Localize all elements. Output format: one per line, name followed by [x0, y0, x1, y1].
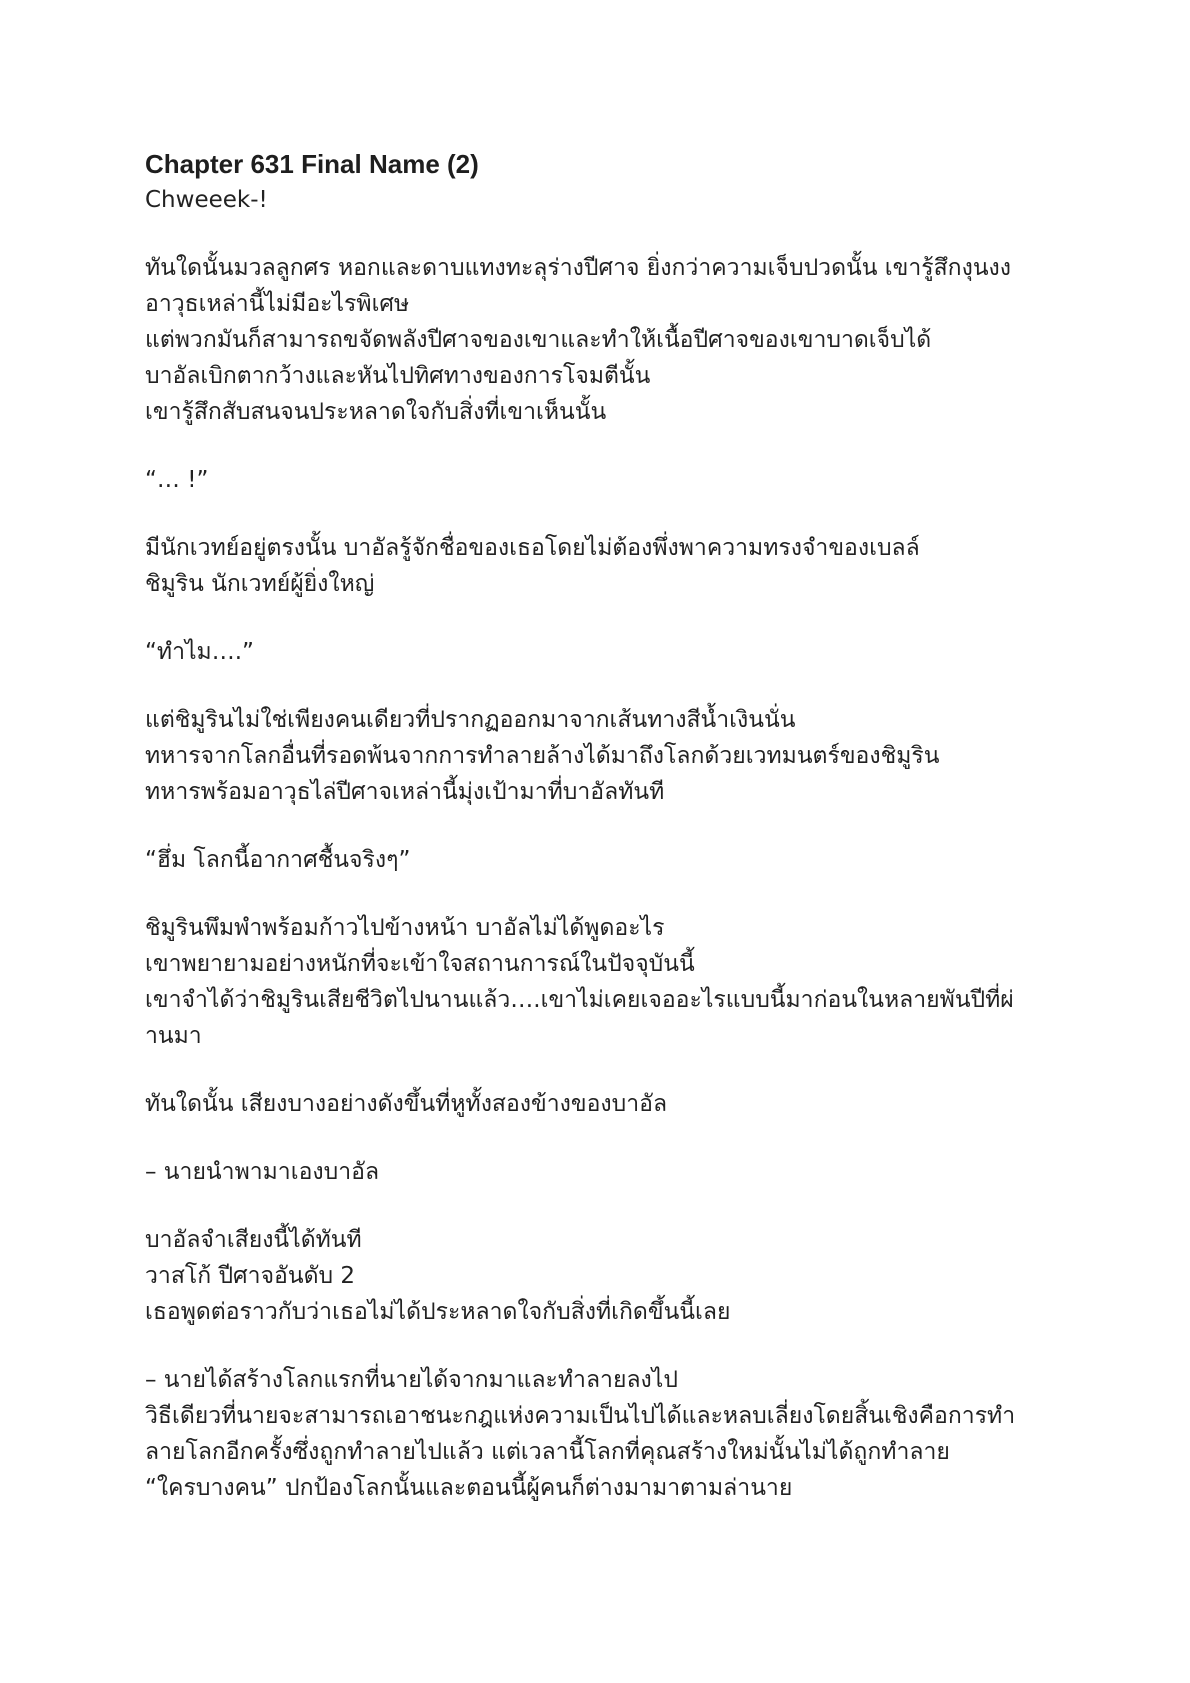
text-line: – นายได้สร้างโลกแรกที่นายได้จากมาและทำลายลงไป	[145, 1367, 678, 1393]
text-line: “ฮึ่ม โลกนี้อากาศชื้นจริงๆ”	[145, 847, 411, 873]
chapter-title: Chapter 631 Final Name (2)	[145, 149, 479, 179]
paragraph	[145, 1154, 1055, 1190]
text-line: “ทำไม….”	[145, 639, 254, 665]
text-line: วาสโก้ ปีศาจอันดับ 2	[145, 1263, 356, 1289]
document-body	[145, 182, 1055, 1506]
paragraph	[145, 842, 1055, 878]
text-line: แต่ชิมูรินไม่ใช่เพียงคนเดียวที่ปรากฏออกมาจากเส้นทางสีน้ำเงินนั่น	[145, 707, 796, 733]
paragraph	[145, 634, 1055, 670]
text-line: านมา	[145, 1023, 202, 1049]
paragraph	[145, 1222, 1055, 1330]
text-line: “ใครบางคน” ปกป้องโลกนั้นและตอนนี้ผู้คนก็ต่างมามาตามล่านาย	[145, 1475, 793, 1501]
paragraph-gap	[145, 670, 1055, 702]
text-line: อาวุธเหล่านี้ไม่มีอะไรพิเศษ	[145, 291, 410, 317]
paragraph-gap	[145, 1054, 1055, 1086]
text-line: บาอัลจำเสียงนี้ได้ทันที	[145, 1227, 362, 1253]
text-line: ทหารจากโลกอื่นที่รอดพ้นจากการทำลายล้างได้มาถึงโลกด้วยเวทมนตร์ของชิมูริน	[145, 743, 940, 769]
paragraph	[145, 530, 1055, 602]
document-page	[145, 146, 1055, 1506]
text-line: วิธีเดียวที่นายจะสามารถเอาชนะกฎแห่งความเป็นไปได้และหลบเลี่ยงโดยสิ้นเชิงคือการทำ	[145, 1403, 1016, 1429]
text-line: เขาจำได้ว่าชิมูรินเสียชีวิตไปนานแล้ว….เขาไม่เคยเจออะไรแบบนี้มาก่อนในหลายพันปีที่ผ่	[145, 987, 1014, 1013]
text-line: – นายนำพามาเองบาอัล	[145, 1159, 380, 1185]
paragraph-gap	[145, 878, 1055, 910]
text-line: ชิมูริน นักเวทย์ผู้ยิ่งใหญ่	[145, 571, 375, 597]
text-line: เขารู้สึกสับสนจนประหลาดใจกับสิ่งที่เขาเห็นนั้น	[145, 399, 607, 425]
text-line: ทันใดนั้นมวลลูกศร หอกและดาบแทงทะลุร่างปีศาจ ยิ่งกว่าความเจ็บปวดนั้น เขารู้สึกงุนงง	[145, 255, 1012, 281]
paragraph-gap	[145, 430, 1055, 462]
text-line: Chweeek-!	[145, 187, 268, 213]
text-line: ทันใดนั้น เสียงบางอย่างดังขึ้นที่หูทั้งสองข้างของบาอัล	[145, 1091, 668, 1117]
paragraph	[145, 1086, 1055, 1122]
text-line: แต่พวกมันก็สามารถขจัดพลังปีศาจของเขาและทำให้เนื้อปีศาจของเขาบาดเจ็บได้	[145, 327, 932, 353]
paragraph	[145, 462, 1055, 498]
paragraph-gap	[145, 1122, 1055, 1154]
paragraph	[145, 702, 1055, 810]
paragraph	[145, 910, 1055, 1054]
paragraph	[145, 182, 1055, 218]
text-line: “… !”	[145, 467, 209, 493]
paragraph-gap	[145, 1330, 1055, 1362]
text-line: ทหารพร้อมอาวุธไล่ปีศาจเหล่านี้มุ่งเป้ามาที่บาอัลทันที	[145, 779, 665, 805]
paragraph-gap	[145, 1190, 1055, 1222]
paragraph-gap	[145, 810, 1055, 842]
text-line: เขาพยายามอย่างหนักที่จะเข้าใจสถานการณ์ในปัจจุบันนี้	[145, 951, 695, 977]
paragraph-gap	[145, 602, 1055, 634]
paragraph-gap	[145, 498, 1055, 530]
text-line: เธอพูดต่อราวกับว่าเธอไม่ได้ประหลาดใจกับสิ่งที่เกิดขึ้นนี้เลย	[145, 1299, 731, 1325]
text-line: ลายโลกอีกครั้งซึ่งถูกทำลายไปแล้ว แต่เวลานี้โลกที่คุณสร้างใหม่นั้นไม่ได้ถูกทำลาย	[145, 1439, 950, 1465]
paragraph	[145, 1362, 1055, 1506]
text-line: ชิมูรินพึมพำพร้อมก้าวไปข้างหน้า บาอัลไม่ได้พูดอะไร	[145, 915, 665, 941]
text-line: บาอัลเบิกตากว้างและหันไปทิศทางของการโจมตีนั้น	[145, 363, 651, 389]
paragraph-gap	[145, 218, 1055, 250]
paragraph	[145, 250, 1055, 430]
text-line: มีนักเวทย์อยู่ตรงนั้น บาอัลรู้จักชื่อของเธอโดยไม่ต้องพึ่งพาความทรงจำของเบลล์	[145, 535, 920, 561]
